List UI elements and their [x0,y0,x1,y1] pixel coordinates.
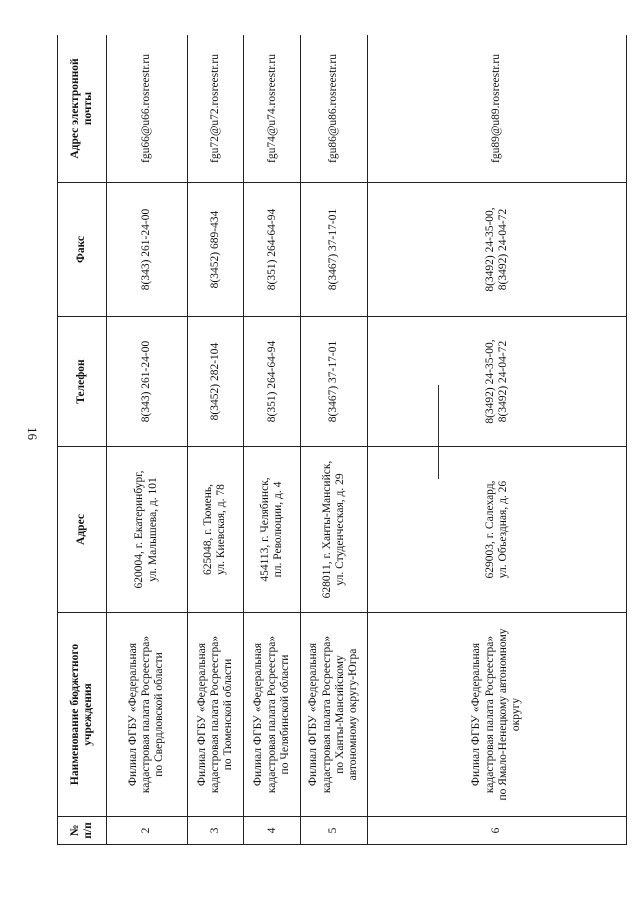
cell-fax: 8(343) 261-24-00 [106,183,187,317]
header-fax: Факс [58,183,107,317]
cell-num: 6 [367,817,626,845]
cell-email: fgu66@u66.rosreestr.ru [106,35,187,183]
cell-address: 625048, г. Тюмень, ул. Киевская, д. 78 [187,447,244,613]
cell-phone: 8(351) 264-64-94 [244,317,301,447]
table-container [57,35,627,845]
cell-fax: 8(351) 264-64-94 [244,183,301,317]
header-num: № п/п [58,817,107,845]
cell-fax: 8(3452) 689-434 [187,183,244,317]
cell-num: 4 [244,817,301,845]
cell-email: fgu89@u89.rosreestr.ru [367,35,626,183]
cell-name: Филиал ФГБУ «Федеральная кадастровая палата Росреестра» по Ямало-Ненецкому автономному округу [367,613,626,817]
header-address: Адрес [58,447,107,613]
table-row [187,35,244,845]
table-header-row [58,35,107,845]
cell-name: Филиал ФГБУ «Федеральная кадастровая палата Росреестра» по Тюменской области [187,613,244,817]
cell-phone: 8(343) 261-24-00 [106,317,187,447]
cell-email: fgu86@u86.rosreestr.ru [300,35,367,183]
header-phone: Телефон [58,317,107,447]
cell-fax: 8(3492) 24-35-00, 8(3492) 24-04-72 [367,183,626,317]
cell-phone: 8(3452) 282-104 [187,317,244,447]
header-name: Наименование бюджетного учреждения [58,613,107,817]
page-number: 16 [25,427,40,440]
cell-num: 5 [300,817,367,845]
table-row [106,35,187,845]
cell-num: 2 [106,817,187,845]
cell-address: 620004, г. Екатеринбург, ул. Малышева, д. 101 [106,447,187,613]
table-row [300,35,367,845]
cell-email: fgu74@u74.rosreestr.ru [244,35,301,183]
cell-address: 454113, г. Челябинск, пл. Революции, д. 4 [244,447,301,613]
institutions-table [57,35,627,845]
cell-name: Филиал ФГБУ «Федеральная кадастровая палата Росреестра» по Свердловской области [106,613,187,817]
cell-address: 628011, г. Ханты-Мансийск, ул. Студенческая, д. 29 [300,447,367,613]
cell-name: Филиал ФГБУ «Федеральная кадастровая палата Росреестра» по Ханты-Мансийскому автономному округу-Югра [300,613,367,817]
cell-address: 629003, г. Салехард, ул. Объездная, д. 26 [367,447,626,613]
cell-num: 3 [187,817,244,845]
cell-email: fgu72@u72.rosreestr.ru [187,35,244,183]
cell-name: Филиал ФГБУ «Федеральная кадастровая палата Росреестра» по Челябинской области [244,613,301,817]
header-email: Адрес электронной почты [58,35,107,183]
cell-fax: 8(3467) 37-17-01 [300,183,367,317]
table-row [367,35,626,845]
rotated-table [57,35,627,845]
cell-phone: 8(3492) 24-35-00, 8(3492) 24-04-72 [367,317,626,447]
cell-phone: 8(3467) 37-17-01 [300,317,367,447]
table-row [244,35,301,845]
